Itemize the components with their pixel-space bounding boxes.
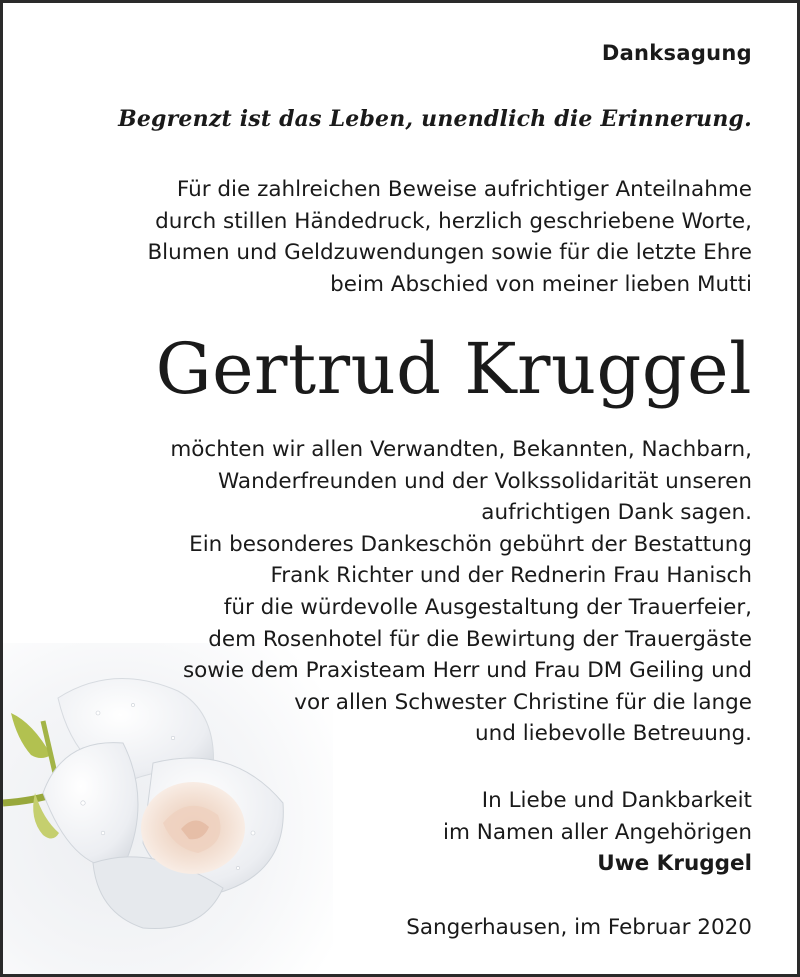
text-line: möchten wir allen Verwandten, Bekannten, Nachbarn, — [170, 437, 752, 462]
text-line: Ein besonderes Dankeschön gebührt der Bestattung — [189, 531, 752, 557]
text-line: vor allen Schwester Christine für die lange — [294, 689, 752, 715]
text-line: Wanderfreunden und der Volkssolidarität unseren — [218, 468, 752, 494]
text-line: durch stillen Händedruck, herzlich geschriebene Worte, — [155, 208, 752, 234]
place-date: Sangerhausen, im Februar 2020 — [406, 915, 752, 940]
text-line: Blumen und Geldzuwendungen sowie für die letzte Ehre — [147, 240, 752, 266]
motto: Begrenzt ist das Leben, unendlich die Erinnerung. — [118, 106, 752, 132]
text-line: dem Rosenhotel für die Bewirtung der Trauergäste — [208, 626, 752, 652]
text-line: In Liebe und Dankbarkeit — [481, 788, 752, 813]
deceased-name: Gertrud Kruggel — [155, 328, 752, 410]
signer-name: Uwe Kruggel — [597, 851, 752, 876]
text-line: im Namen aller Angehörigen — [443, 819, 752, 845]
text-line: und liebevolle Betreuung. — [474, 721, 752, 747]
text-line: sowie dem Praxisteam Herr und Frau DM Geiling und — [182, 658, 752, 684]
thanks-paragraph — [170, 434, 752, 750]
intro-paragraph — [147, 174, 752, 300]
heading: Danksagung — [601, 41, 752, 65]
text-line: Für die zahlreichen Beweise aufrichtiger Anteilnahme — [176, 177, 752, 202]
text-line: beim Abschied von meiner lieben Mutti — [330, 271, 752, 297]
closing-paragraph — [443, 785, 752, 848]
text-line: aufrichtigen Dank sagen. — [481, 500, 752, 526]
text-line: Frank Richter und der Rednerin Frau Hanisch — [270, 563, 752, 589]
text-line: für die würdevolle Ausgestaltung der Trauerfeier, — [223, 594, 752, 620]
